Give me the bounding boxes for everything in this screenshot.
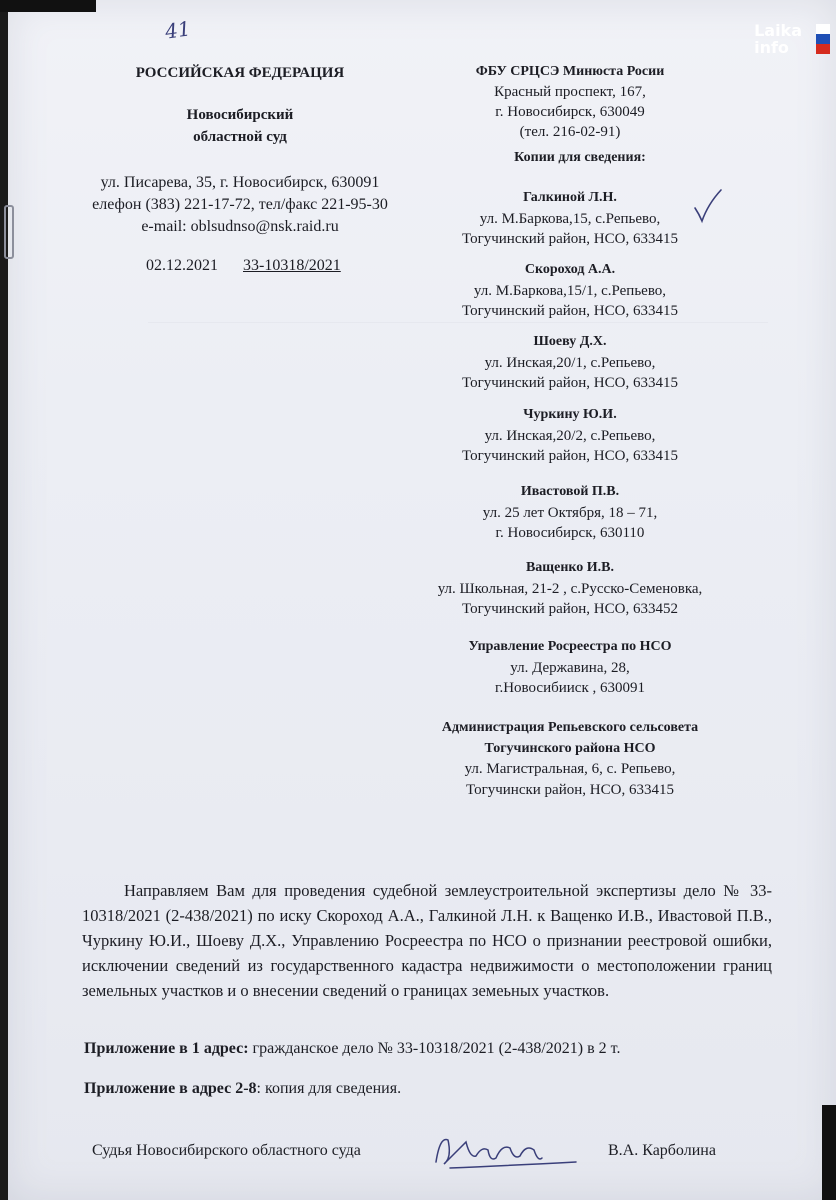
attachment-label: Приложение в адрес 2-8	[84, 1080, 257, 1097]
body-line: Направляем Вам для проведения судебной землеустроительной экспертизы дело №	[124, 881, 743, 900]
sender-date: 02.12.2021	[146, 257, 218, 274]
recipient-line3: (тел. 216-02-91)	[519, 124, 621, 140]
copy-address-line1: ул. Инская,20/1, с.Репьево,	[484, 354, 656, 371]
handwritten-page-number: 41	[163, 16, 192, 44]
signature-name: В.А. Карболина	[608, 1142, 716, 1159]
copy-entry	[420, 332, 720, 394]
copy-name: Ивастовой П.В.	[520, 484, 620, 499]
copy-entry	[420, 718, 720, 800]
watermark-logo	[754, 22, 802, 56]
copy-address-line1: ул. Магистральная, 6, с. Репьево,	[464, 761, 676, 777]
scan-edge	[822, 1105, 836, 1200]
sender-phone: елефон (383) 221-17-72, тел/факс 221-95-30	[92, 196, 388, 213]
staple-icon	[4, 205, 14, 259]
body-line: Ивастовой П.В., Чуркину Ю.И., Шоеву Д.Х., Управлению Росреестра по НСО о	[82, 906, 773, 950]
copy-address-line1: ул. М.Баркова,15, с.Репьево,	[479, 210, 661, 227]
recipient-name: ФБУ СРЦСЭ Минюста Росии	[475, 64, 665, 79]
copy-address-line2: Тогучинский район, НСО, 633415	[462, 231, 678, 247]
copy-address-line1: ул. Школьная, 21-2 , с.Русско-Семеновка,	[437, 580, 703, 597]
copy-name: Скороход А.А.	[524, 262, 616, 277]
copy-address-line2: Тогучинский район, НСО, 633452	[462, 601, 678, 617]
copy-name: Администрация Репьевского сельсовета	[441, 720, 699, 735]
copy-name: Ващенко И.В.	[525, 560, 615, 575]
sender-block	[60, 62, 420, 238]
recipient-line1: Красный проспект, 167,	[494, 84, 646, 100]
copy-address-line1: ул. 25 лет Октября, 18 – 71,	[482, 504, 658, 521]
checkmark-icon	[693, 188, 723, 224]
copy-address-line2: Тогучинский район, НСО, 633415	[462, 448, 678, 464]
sender-email: e-mail: oblsudnso@nsk.raid.ru	[141, 218, 339, 235]
copy-entry	[420, 637, 720, 699]
scan-edge	[0, 0, 96, 12]
sender-court-line2: областной суд	[193, 129, 287, 145]
attachment-label: Приложение в 1 адрес:	[84, 1040, 249, 1057]
recipient-block	[420, 62, 720, 142]
copy-entry	[420, 188, 720, 250]
sender-country: РОССИЙСКАЯ ФЕДЕРАЦИЯ	[135, 65, 345, 81]
copy-name: Галкиной Л.Н.	[523, 190, 617, 205]
watermark-line2: info	[754, 38, 789, 57]
body-line: недвижимости о местоположении границ земельных участков и о внесении сведений о	[82, 956, 773, 1000]
copy-name-line2: Тогучинского района НСО	[484, 740, 656, 756]
handwritten-signature	[430, 1128, 580, 1176]
copy-entry	[420, 482, 720, 544]
body-line: признании реестровой ошибки, исключении сведений из государственного кадастра	[82, 931, 773, 975]
body-paragraph	[82, 878, 772, 1003]
copy-address-line1: ул. Державина, 28,	[510, 659, 630, 676]
copy-address-line2: Тогучинский район, НСО, 633415	[462, 303, 678, 319]
attachment-line	[84, 1080, 784, 1098]
copy-address-line2: г.Новосибииск , 630091	[495, 680, 645, 696]
body-line: границах земеьных участков.	[403, 981, 610, 1000]
attachment-text: : копия для сведения.	[256, 1080, 402, 1097]
sender-address: ул. Писарева, 35, г. Новосибирск, 630091	[100, 174, 380, 191]
copy-address-line2: Тогучински район, НСО, 633415	[466, 781, 674, 798]
body-line: 33-10318/2021 (2-438/2021) по иску Скороход А.А., Галкиной Л.Н. к Ващенко И.В.,	[82, 881, 773, 925]
attachment-line	[84, 1040, 784, 1058]
recipient-line2: г. Новосибирск, 630049	[495, 104, 645, 120]
copy-name: Управление Росреестра по НСО	[468, 639, 672, 654]
copy-name: Шоеву Д.Х.	[533, 334, 607, 349]
watermark-line1: Laika	[754, 21, 802, 40]
copy-address-line2: Тогучинский район, НСО, 633415	[462, 375, 678, 391]
copy-entry	[420, 405, 720, 467]
copy-name: Чуркину Ю.И.	[523, 407, 617, 422]
copy-entry	[420, 558, 720, 620]
copy-address-line1: ул. Инская,20/2, с.Репьево,	[484, 427, 656, 444]
copy-address-line1: ул. М.Баркова,15/1, с.Репьево,	[473, 282, 667, 299]
signature-title: Судья Новосибирского областного суда	[92, 1142, 361, 1159]
copy-entry	[420, 260, 720, 322]
copies-heading: Копии для сведения:	[514, 150, 646, 165]
attachment-text: гражданское дело № 33-10318/2021 (2-438/2021) в 2 т.	[248, 1040, 621, 1057]
copy-address-line2: г. Новосибирск, 630110	[495, 525, 645, 541]
russian-flag-icon	[816, 24, 830, 54]
sender-case-number: 33-10318/2021	[243, 257, 341, 274]
sender-court-line1: Новосибирский	[186, 107, 294, 123]
